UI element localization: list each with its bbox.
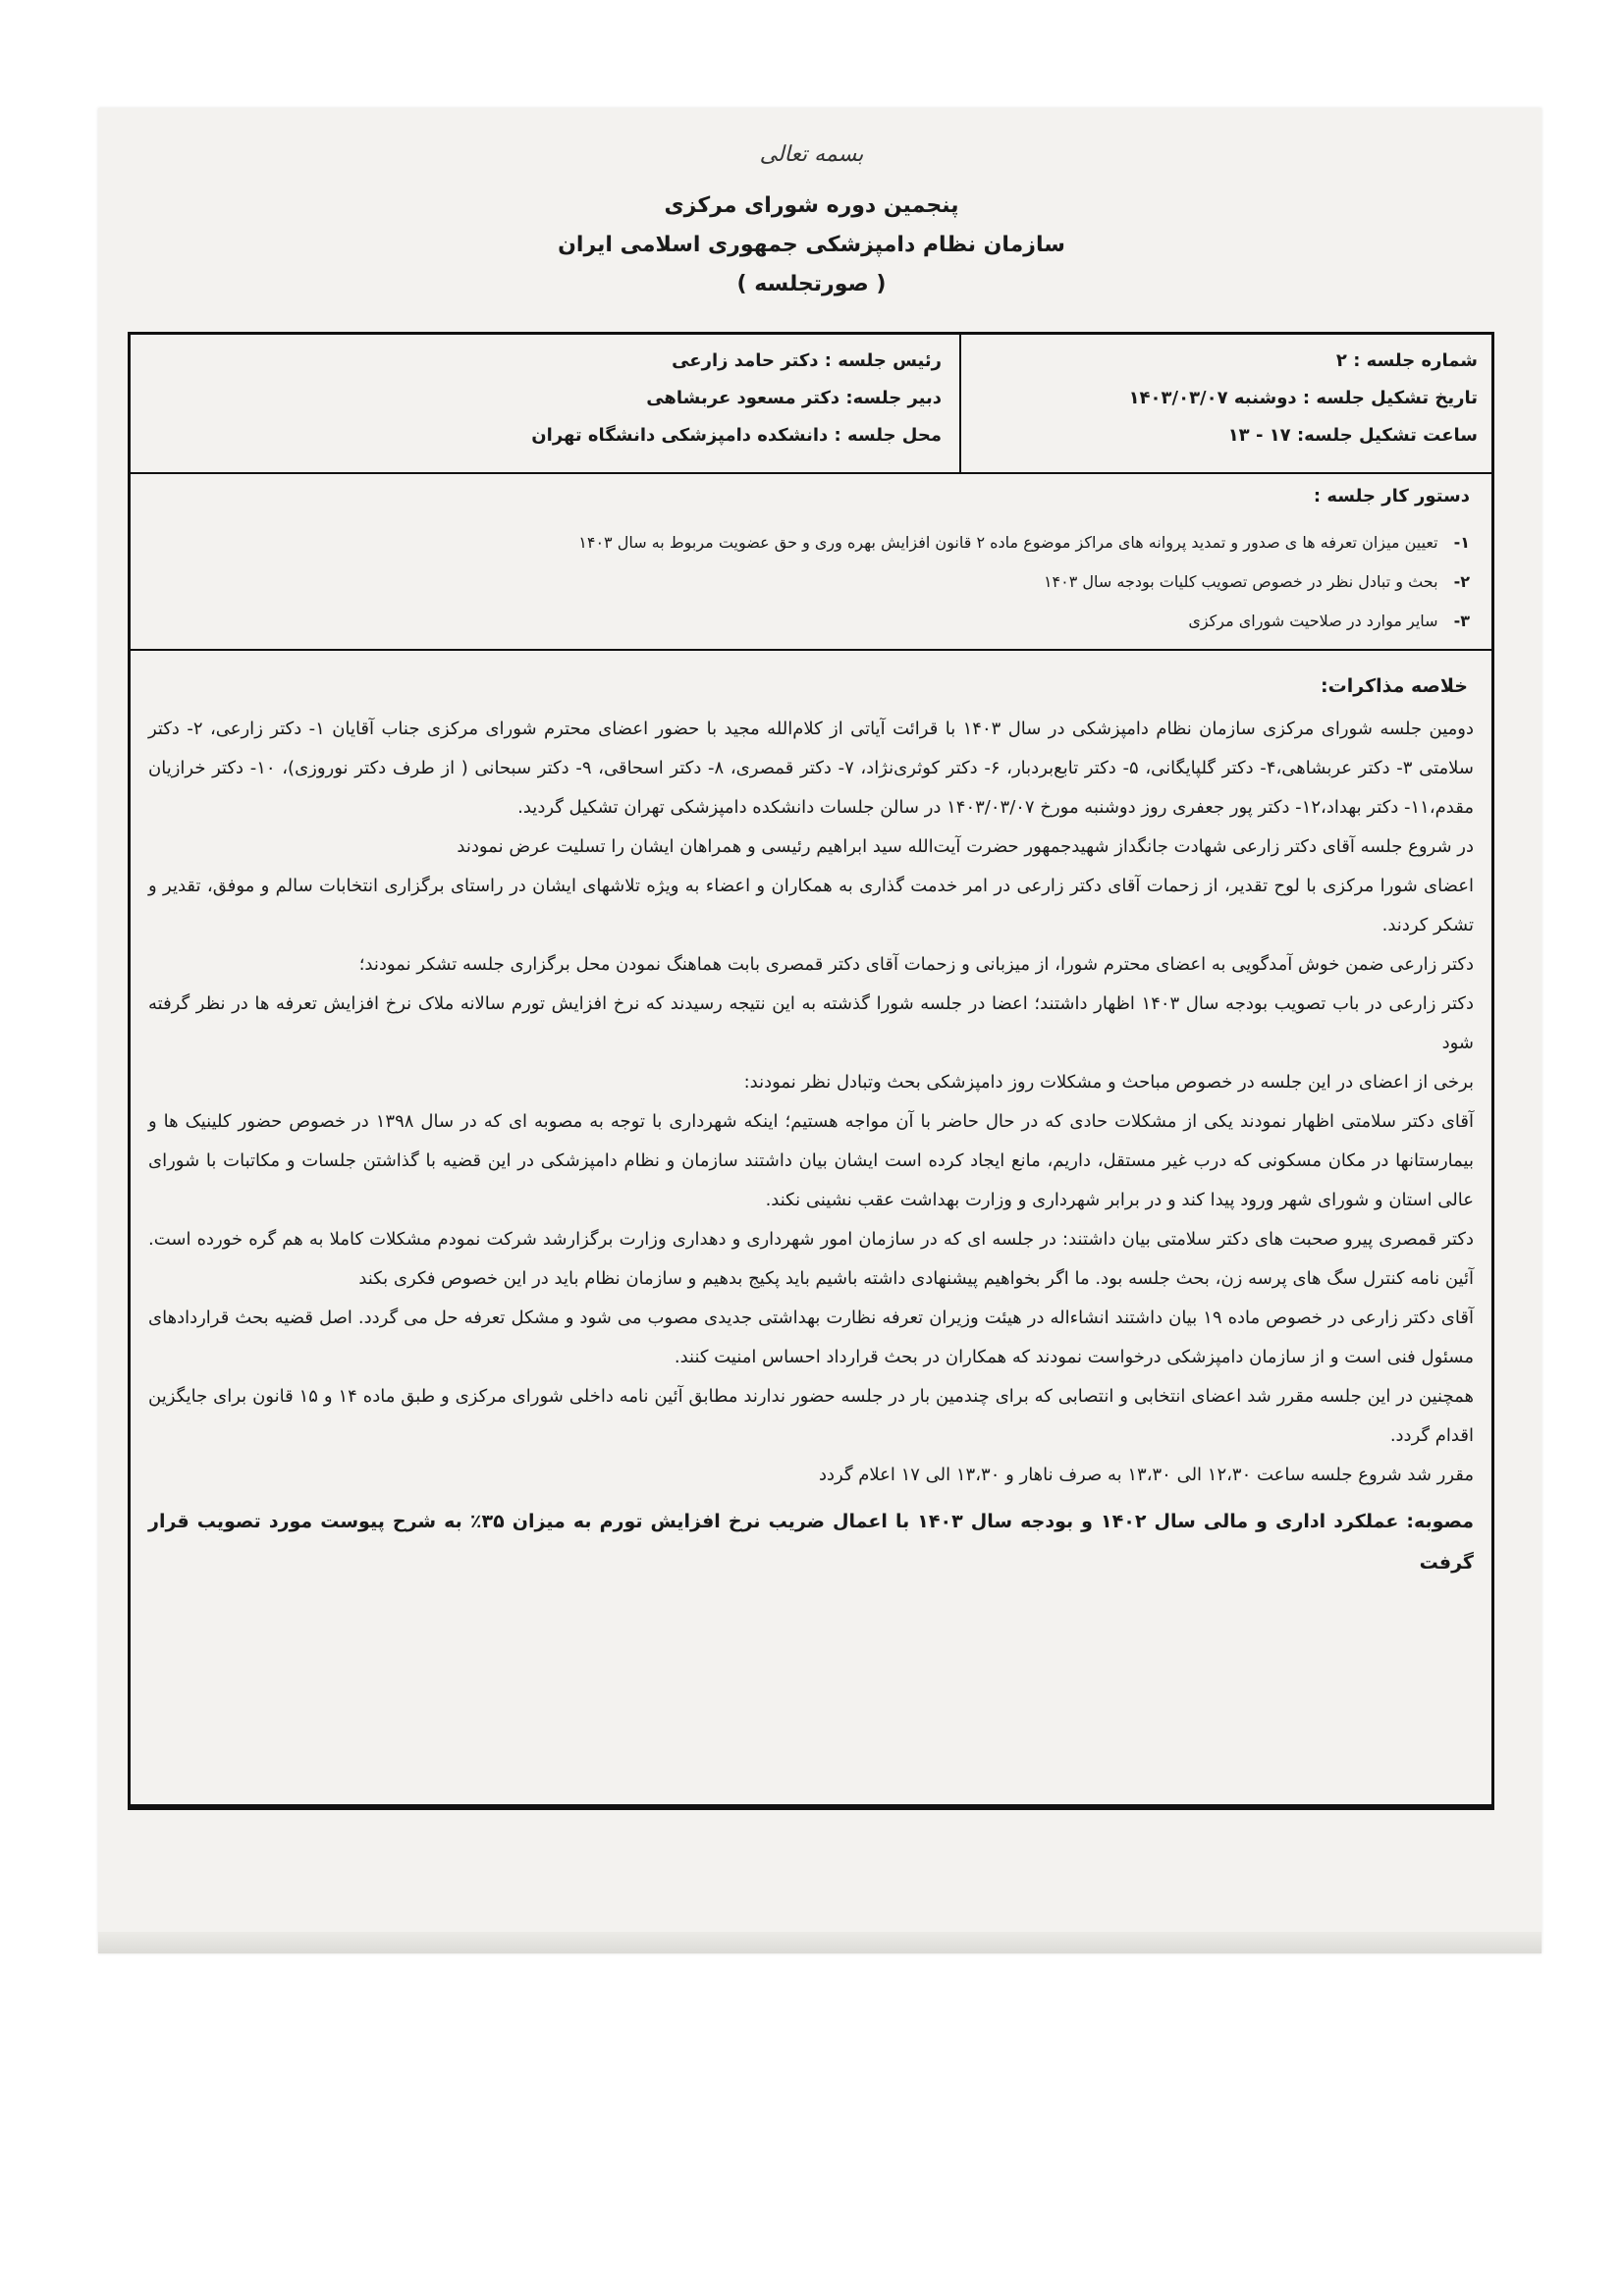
session-venue: محل جلسه : دانشکده دامپزشکی دانشگاه تهران — [531, 425, 942, 446]
minutes-body — [148, 667, 1474, 1583]
info-divider — [959, 335, 961, 472]
resolution-text: مصوبه: عملکرد اداری و مالی سال ۱۴۰۲ و بودجه سال ۱۴۰۳ با اعمال ضریب نرخ افزایش تورم به میزان ۳۵٪ به شرح پیوست مورد تصویب قرار گرفت — [148, 1511, 1475, 1574]
minutes-paragraph: برخی از اعضای در این جلسه در خصوص مباحث و مشکلات روز دامپزشکی بحث وتبادل نظر نمودند: — [743, 1072, 1474, 1093]
minutes-paragraph: دکتر قمصری پیرو صحبت های دکتر سلامتی بیان داشتند: در جلسه ای که در سازمان امور شهرداری و دهداری وزارت برگزارشد شرکت نمودم مشکلات کاملا به هم گره خورده است. آئین نامه کنترل سگ های پرسه زن، بحث جلسه بود. ما اگر بخواهیم پیشنهادی داشته باشیم باید پکیج بدهیم و سازمان نظام باید در این خصوص فکری بکند — [148, 1229, 1474, 1289]
organization-title: سازمان نظام دامپزشکی جمهوری اسلامی ایران — [558, 233, 1065, 257]
document-header — [0, 142, 1623, 304]
basmala: بسمه تعالی — [759, 142, 864, 167]
frame-bottom-rule — [128, 1804, 1494, 1810]
agenda-item-text: بحث و تبادل نظر در خصوص تصویب کلیات بودجه سال ۱۴۰۳ — [1043, 572, 1438, 591]
session-date: تاریخ تشکیل جلسه : دوشنبه ۱۴۰۳/۰۳/۰۷ — [1128, 388, 1478, 408]
agenda-item-text: سایر موارد در صلاحیت شورای مرکزی — [1188, 612, 1438, 630]
meeting-info-right — [967, 343, 1478, 454]
minutes-paragraph: همچنین در این جلسه مقرر شد اعضای انتخابی و انتصابی که برای چندمین بار در جلسه حضور ندارند مطابق آئین نامه داخلی شورای مرکزی و طبق ماده ۱۴ و ۱۵ قانون برای جایگزین اقدام گردد. — [148, 1386, 1475, 1446]
session-number: شماره جلسه : ۲ — [1335, 350, 1478, 371]
minutes-frame — [128, 332, 1494, 1809]
minutes-heading: خلاصه مذاکرات: — [1321, 675, 1468, 697]
agenda-item-text: تعیین میزان تعرفه ها ی صدور و تمدید پروانه های مراکز موضوع ماده ۲ قانون افزایش بهره وری و حق عضویت مربوط به سال ۱۴۰۳ — [578, 533, 1438, 552]
meeting-info-box — [131, 335, 1491, 474]
agenda-item — [578, 562, 1470, 602]
agenda-heading: دستور کار جلسه : — [1313, 486, 1470, 507]
minutes-paragraph: دکتر زارعی ضمن خوش آمدگویی به اعضای محترم شورا، از میزبانی و زحمات آقای دکتر قمصری بابت هماهنگ نمودن محل برگزاری جلسه تشکر نمودند؛ — [358, 954, 1474, 975]
minutes-paragraph: در شروع جلسه آقای دکتر زارعی شهادت جانگداز شهیدجمهور حضرت آیت‌الله سید ابراهیم رئیسی و همراهان ایشان را تسلیت عرض نمودند — [457, 836, 1474, 857]
agenda-list — [578, 523, 1470, 641]
session-time: ساعت تشکیل جلسه: ۱۷ - ۱۳ — [1227, 425, 1478, 446]
agenda-box — [131, 472, 1491, 651]
agenda-item — [578, 523, 1470, 562]
minutes-paragraph: آقای دکتر زارعی در خصوص ماده ۱۹ بیان داشتند انشاءاله در هیئت وزیران تعرفه نظارت بهداشتی جدیدی مصوب می شود و مشکل تعرفه حل می گردد. اصل قضیه بحث قراردادهای مسئول فنی است و از سازمان دامپزشکی درخواست نمودند که همکاران در بحث قرارداد احساس امنیت کنند. — [148, 1308, 1474, 1367]
agenda-item-number: ۳- — [1453, 612, 1470, 630]
agenda-item — [578, 602, 1470, 641]
agenda-item-number: ۲- — [1453, 572, 1470, 591]
minutes-paragraph: اعضای شورا مرکزی با لوح تقدیر، از زحمات آقای دکتر زارعی در امر خدمت گذاری به همکاران و اعضاء به ویژه تلاشهای ایشان در راستای برگزاری انتخابات سالم و موفق، تقدیر و تشکر کردند. — [148, 876, 1474, 935]
scan-edge-shadow — [98, 1932, 1542, 1953]
meeting-info-left — [431, 343, 942, 454]
session-secretary: دبیر جلسه: دکتر مسعود عربشاهی — [646, 388, 942, 408]
agenda-item-number: ۱- — [1453, 533, 1470, 552]
document-type: ( صورتجلسه ) — [736, 272, 887, 296]
minutes-paragraph: دکتر زارعی در باب تصویب بودجه سال ۱۴۰۳ اظهار داشتند؛ اعضا در جلسه شورا گذشته به این نتیجه رسیدند که نرخ افزایش تورم سالانه ملاک نرخ افزایش تعرفه ها در نظر گرفته شود — [148, 993, 1474, 1053]
minutes-paragraph: مقرر شد شروع جلسه ساعت ۱۲،۳۰ الی ۱۳،۳۰ به صرف ناهار و ۱۳،۳۰ الی ۱۷ اعلام گردد — [818, 1465, 1474, 1485]
council-title: پنجمین دوره شورای مرکزی — [664, 193, 959, 218]
minutes-paragraph: دومین جلسه شورای مرکزی سازمان نظام دامپزشکی در سال ۱۴۰۳ با قرائت آیاتی از کلام‌الله مجید با حضور اعضای محترم شورای مرکزی جناب آقایان ۱- دکتر زارعی، ۲- دکتر سلامتی ۳- دکتر عربشاهی،۴- دکتر گلپایگانی، ۵- دکتر تابع‌بردبار، ۶- دکتر کوثری‌نژاد، ۷- دکتر قمصری، ۸- دکتر اسحاقی، ۹- دکتر سبحانی ( از طرف دکتر نوروزی)، ۱۰- دکتر خرازیان مقدم،۱۱- دکتر بهداد،۱۲- دکتر پور جعفری روز دوشنبه مورخ ۱۴۰۳/۰۳/۰۷ در سالن جلسات دانشکده دامپزشکی تهران تشکیل گردید. — [148, 719, 1475, 818]
minutes-paragraph: آقای دکتر سلامتی اظهار نمودند یکی از مشکلات حادی که در حال حاضر با آن مواجه هستیم؛ اینکه شهرداری با توجه به مصوبه ای که در سال ۱۳۹۸ در خصوص حضور کلینیک ها و بیمارستانها در مکان مسکونی که درب غیر مستقل، داریم، مانع ایجاد کرده است ایشان بیان داشتند سازمان و نظام دامپزشکی در این قضیه با گذاشتن جلسات و مکاتبات با شورای عالی استان و شورای شهر ورود پیدا کند و در برابر شهرداری و وزارت بهداشت عقب نشینی نکند. — [148, 1111, 1475, 1210]
session-chair: رئیس جلسه : دکتر حامد زارعی — [672, 350, 942, 371]
